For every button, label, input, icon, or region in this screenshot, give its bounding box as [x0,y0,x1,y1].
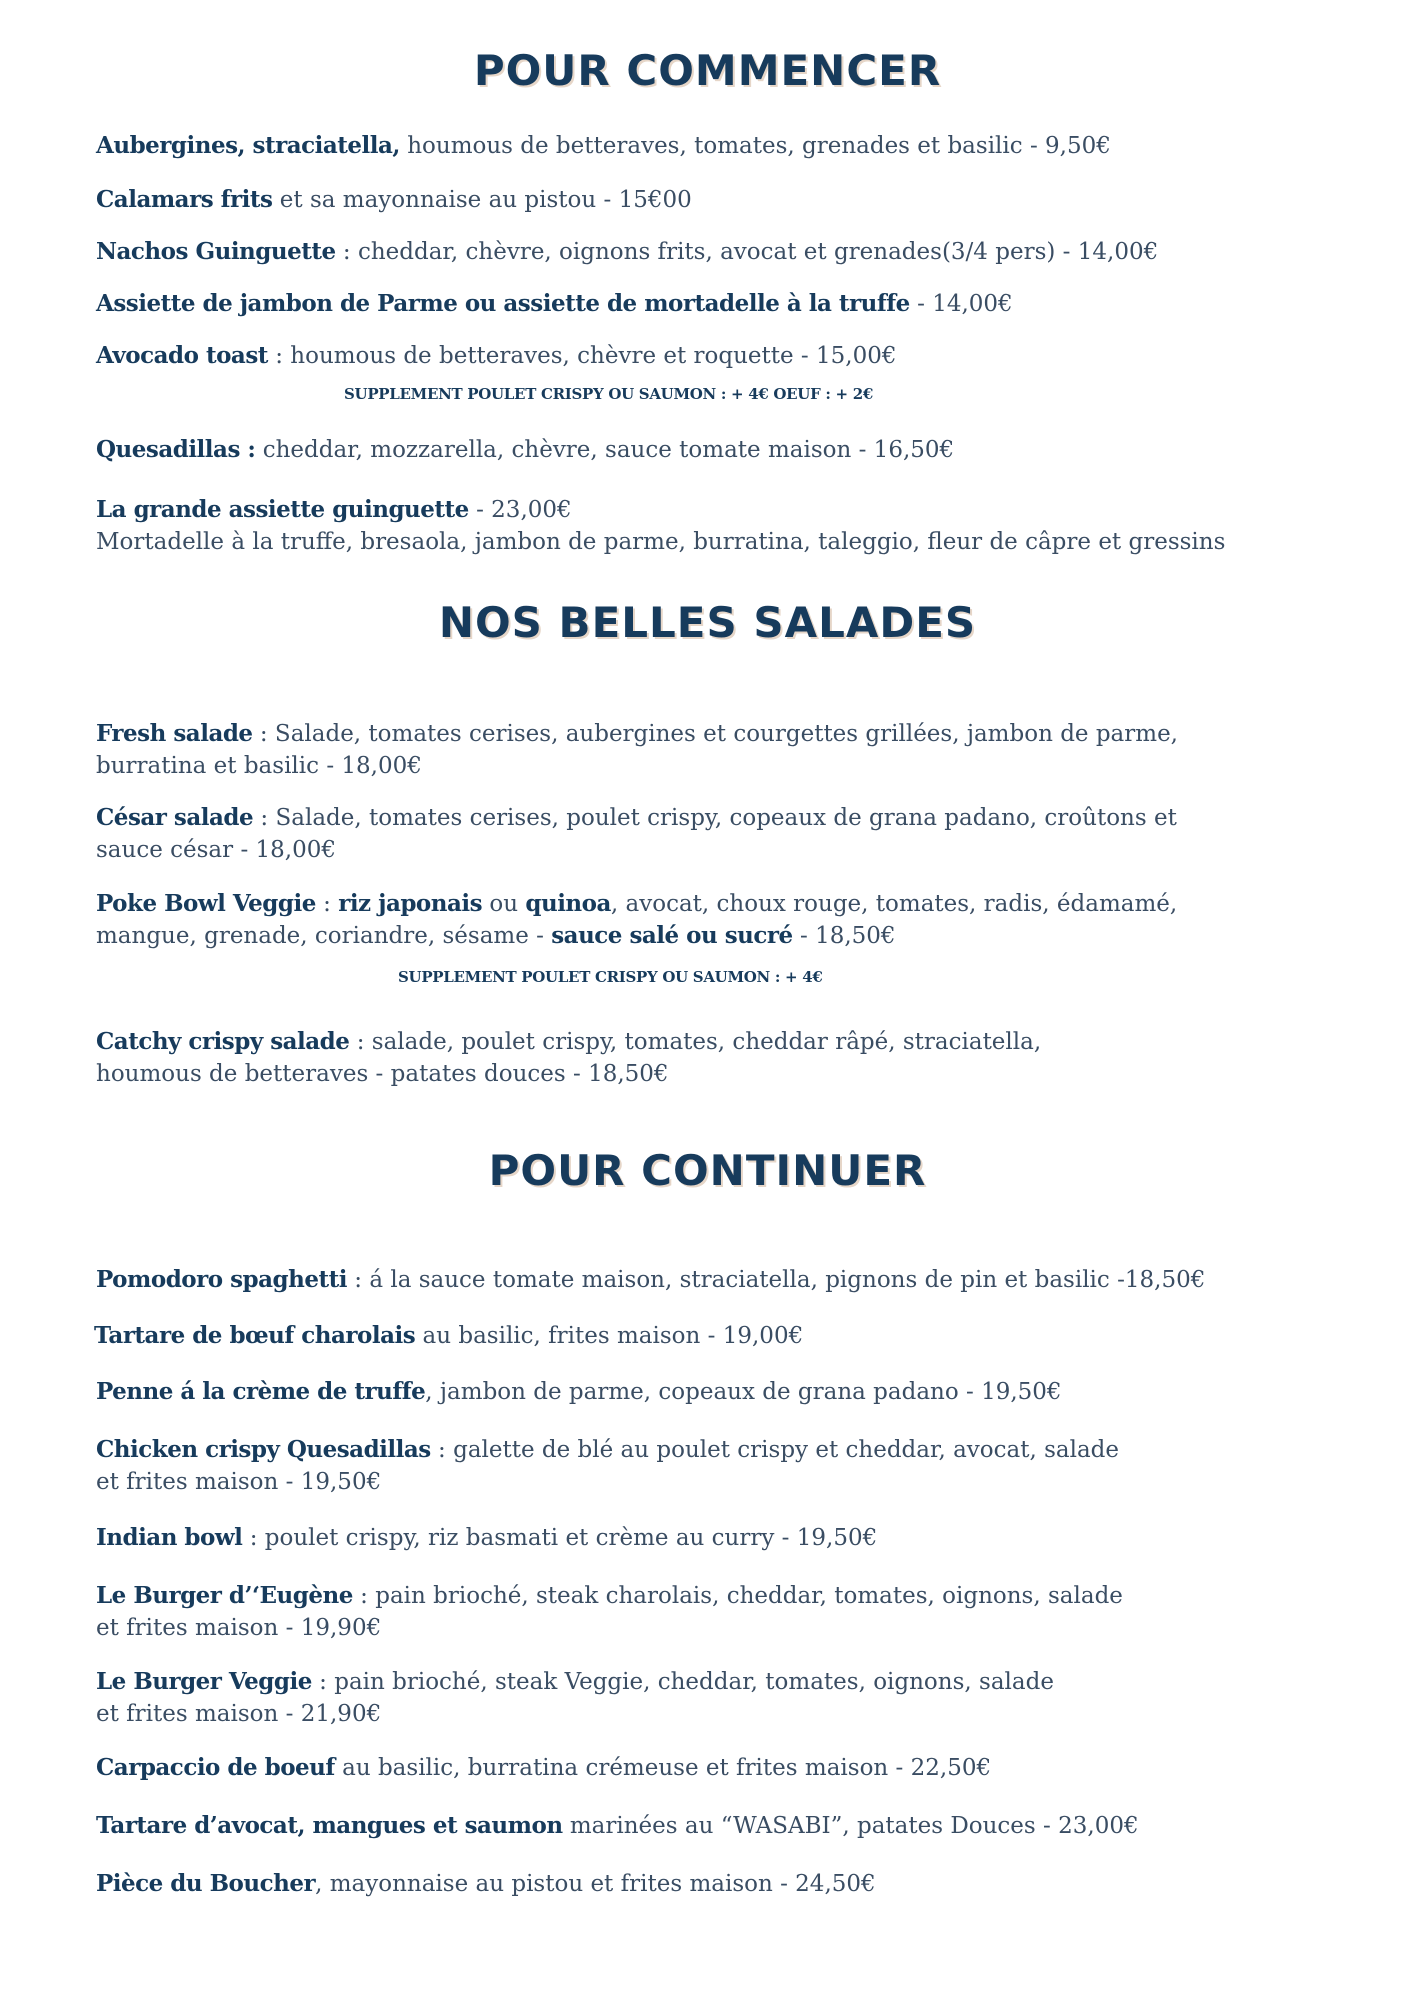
item-name: Quesadillas : [96,436,256,463]
item-desc: : pain brioché, steak Veggie, cheddar, tomates, oignons, salade [311,1669,1054,1695]
item-desc: - 23,00€ [468,497,572,523]
item-name: Indian bowl [96,1524,243,1551]
item-desc-line2: et frites maison - 21,90€ [96,1701,382,1727]
menu-item [96,1434,1336,1498]
menu-item [96,340,1336,372]
item-desc: - 18,50€ [792,923,896,949]
item-name: César salade [96,804,254,831]
item-name: Nachos Guinguette [96,238,336,265]
menu-item [96,1666,1336,1730]
menu-item [96,236,1336,268]
item-desc: : salade, poulet crispy, tomates, cheddar râpé, straciatella, [349,1029,1042,1055]
item-desc: : cheddar, chèvre, oignons frits, avocat et grenades(3/4 pers) - 14,00€ [335,239,1159,265]
item-name: Le Burger d’‘Eugène [96,1582,353,1609]
item-desc: et sa mayonnaise au pistou - 15€00 [272,187,692,213]
item-desc: : [315,891,339,917]
menu-item [94,1320,1334,1352]
item-name: Fresh salade [96,720,253,747]
menu-item [96,1026,1336,1090]
menu-item [96,1264,1336,1296]
item-name: La grande assiette guinguette [96,496,469,523]
menu-item [96,888,1336,952]
menu-item [96,1752,1336,1784]
item-desc: , avocat, choux rouge, tomates, radis, édamamé, [610,891,1178,917]
item-desc-line2: mangue, grenade, coriandre, sésame - [96,923,552,949]
section-title-salades: NOS BELLES SALADES [438,598,977,647]
item-desc: : á la sauce tomate maison, straciatella, pignons de pin et basilic -18,50€ [346,1267,1206,1293]
item-name: Penne á la crème de truffe [96,1378,426,1405]
item-desc: au basilic, frites maison - 19,00€ [415,1323,804,1349]
item-desc-line2: Mortadelle à la truffe, bresaola, jambon de parme, burratina, taleggio, fleur de câpre et gressins [96,529,1226,555]
menu-item [96,130,1336,162]
item-option: quinoa [525,890,611,917]
menu-item [96,718,1336,782]
item-name: Calamars frits [96,186,273,213]
item-option: riz japonais [338,890,483,917]
section-title-continuer: POUR CONTINUER [488,1146,927,1195]
supplement-note: SUPPLEMENT POULET CRISPY OU SAUMON : + 4€ [398,968,823,986]
item-desc: marinées au “WASABI”, patates Douces - 23,00€ [562,1813,1139,1839]
menu-item [96,494,1336,558]
menu-item [96,434,1336,466]
item-name: Poke Bowl Veggie [96,890,316,917]
item-desc: ou [482,891,526,917]
item-desc: : houmous de betteraves, chèvre et roquette - 15,00€ [267,343,897,369]
item-name: Pièce du Boucher [96,1870,316,1897]
supplement-note: SUPPLEMENT POULET CRISPY OU SAUMON : + 4€ OEUF : + 2€ [344,385,873,403]
item-desc: : poulet crispy, riz basmati et crème au curry - 19,50€ [242,1525,878,1551]
item-desc: : galette de blé au poulet crispy et cheddar, avocat, salade [430,1437,1120,1463]
item-desc-line2: burratina et basilic - 18,00€ [96,753,422,779]
item-desc: : Salade, tomates cerises, aubergines et courgettes grillées, jambon de parme, [252,721,1178,747]
item-desc: - 14,00€ [909,291,1013,317]
item-name: Chicken crispy Quesadillas [96,1436,431,1463]
item-desc: : Salade, tomates cerises, poulet crispy, copeaux de grana padano, croûtons et [253,805,1177,831]
item-desc: houmous de betteraves, tomates, grenades et basilic - 9,50€ [399,133,1111,159]
menu-item [96,802,1336,866]
item-desc: cheddar, mozzarella, chèvre, sauce tomate maison - 16,50€ [255,437,955,463]
item-name: Catchy crispy salade [96,1028,350,1055]
item-name: Pomodoro spaghetti [96,1266,347,1293]
item-name: Assiette de jambon de Parme ou assiette de mortadelle à la truffe [96,290,910,317]
item-name: Aubergines, straciatella, [96,132,400,159]
item-desc: , mayonnaise au pistou et frites maison - 24,50€ [315,1871,876,1897]
item-option: sauce salé ou sucré [551,922,793,949]
section-title-commencer: POUR COMMENCER [473,46,942,95]
item-desc-line2: houmous de betteraves - patates douces - 18,50€ [96,1061,669,1087]
item-desc: au basilic, burratina crémeuse et frites maison - 22,50€ [334,1755,992,1781]
item-desc: : pain brioché, steak charolais, cheddar, tomates, oignons, salade [352,1583,1123,1609]
menu-item [96,1376,1336,1408]
menu-item [96,1868,1336,1900]
item-desc-line2: et frites maison - 19,50€ [96,1469,382,1495]
menu-item [96,288,1336,320]
item-name: Avocado toast [96,342,268,369]
menu-item [96,1522,1336,1554]
menu-item [96,1580,1336,1644]
item-desc-line2: sauce césar - 18,00€ [96,837,337,863]
menu-item [96,1810,1336,1842]
item-name: Le Burger Veggie [96,1668,312,1695]
item-name: Carpaccio de boeuf [96,1754,335,1781]
item-name: Tartare d’avocat, mangues et saumon [96,1812,563,1839]
menu-item [96,184,1336,216]
item-name: Tartare de bœuf charolais [94,1322,416,1349]
item-desc-line2: et frites maison - 19,90€ [96,1615,382,1641]
item-desc: , jambon de parme, copeaux de grana padano - 19,50€ [425,1379,1062,1405]
